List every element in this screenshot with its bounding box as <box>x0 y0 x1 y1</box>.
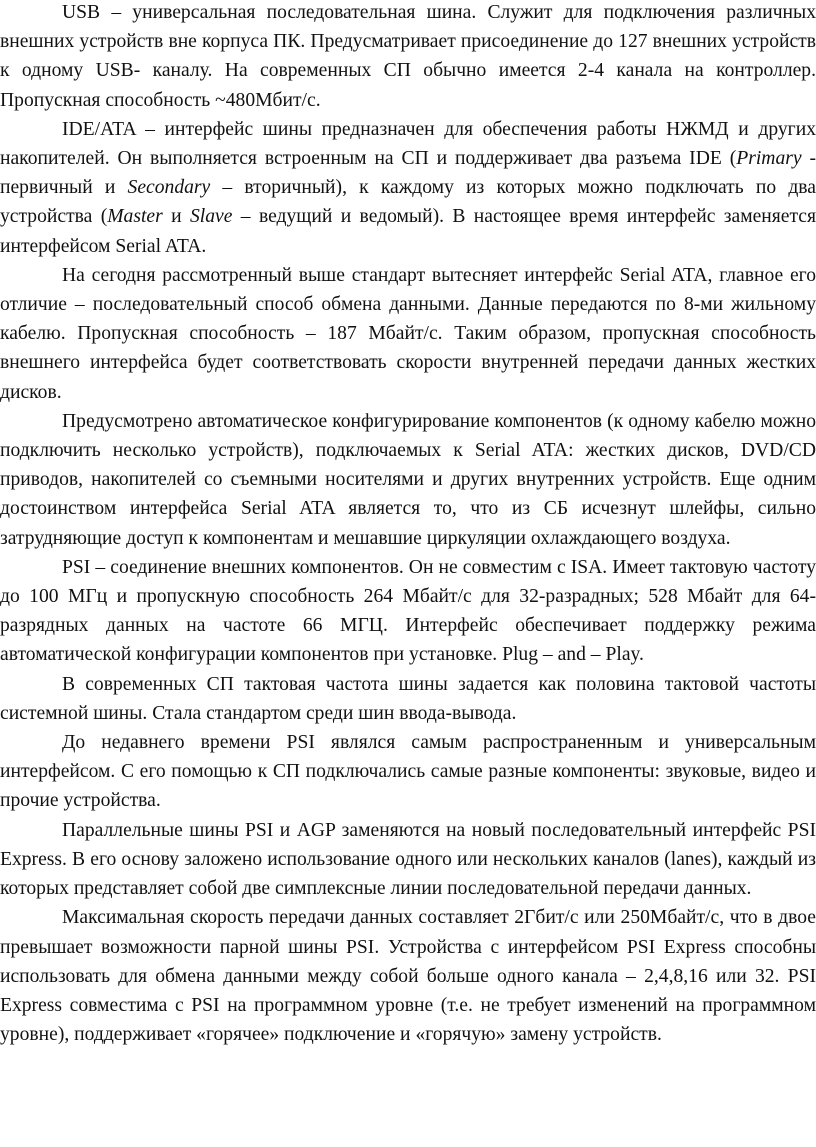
paragraph-text: IDE/ATA – интерфейс шины предназначен для обеспечения работы НЖМД и других накопителей. Он выполняется встроенным на СП и поддерживает два разъема IDE ( <box>0 118 816 170</box>
term-primary: Primary <box>736 148 802 170</box>
paragraph-max-speed <box>0 903 816 1049</box>
paragraph-text: Параллельные шины PSI и AGP заменяются на новый последовательный интерфейс PSI Express. В его основу заложено использование одного или нескольких каналов (lanes), каждый из которых представляет собой две симплексные линии последовательной передачи данных. <box>0 819 816 900</box>
paragraph-text: PSI – соединение внешних компонентов. Он не совместим с ISA. Имеет тактовую частоту до 100 МГц и пропускную способность 264 Мбайт/с для 32-разрадных; 528 Мбайт для 64-разрядных данных на частоте 66 МГЦ. Интерфейс обеспечивает поддержку режима автоматической конфигурации компонентов при установке. Plug – and – Play. <box>0 556 816 666</box>
paragraph-text: – ведущий и ведомый). В настоящее время интерфейс заменяется интерфейсом Serial ATA. <box>0 206 816 257</box>
paragraph-clock <box>0 670 816 728</box>
paragraph-serial-ata-intro <box>0 261 816 407</box>
paragraph-text: В современных СП тактовая частота шины задается как половина тактовой частоты системной шины. Стала стандартом среди шин ввода-вывода. <box>0 673 816 724</box>
paragraph-usb <box>0 0 816 115</box>
paragraph-text: До недавнего времени PSI являлся самым распространенным и универсальным интерфейсом. С его помощью к СП подключались самые разные компоненты: звуковые, видео и прочие устройства. <box>0 732 816 812</box>
paragraph-text: USB – универсальная последовательная шина. Служит для подключения различных внешних устройств вне корпуса ПК. Предусматривает присоединение до 127 внешних устройств к одному USB- каналу. На современных СП обычно имеется 2-4 канала на контроллер. Пропускная способность ~480Мбит/с. <box>0 2 816 111</box>
term-master: Master <box>107 206 163 228</box>
term-secondary: Secondary <box>127 177 211 199</box>
paragraph-text: Предусмотрено автоматическое конфигурирование компонентов (к одному кабелю можно подключить несколько устройств), подключаемых к Serial ATA: жестких дисков, DVD/CD приводов, накопителей со съемными носителями и других внутренних устройств. Еще одним достоинством интерфейса Serial ATA является то, что из СБ исчезнут шлейфы, сильно затрудняющие доступ к компонентам и мешавшие циркуляции охлаждающего воздуха. <box>0 410 816 549</box>
paragraph-text: - первичный и <box>0 148 816 199</box>
paragraph-serial-ata-config <box>0 407 816 553</box>
paragraph-psi-history <box>0 728 816 816</box>
paragraph-psi <box>0 553 816 670</box>
term-slave: Slave <box>189 206 233 228</box>
paragraph-text: и <box>162 206 190 228</box>
paragraph-text: На сегодня рассмотренный выше стандарт вытесняет интерфейс Serial ATA, главное его отличие – последовательный способ обмена данными. Данные передаются по 8-ми жильному кабелю. Пропускная способность – 187 Мбайт/с. Таким образом, пропускная способность внешнего интерфейса будет соответствовать скорости внутренней передачи данных жестких дисков. <box>0 264 816 403</box>
paragraph-psi-express <box>0 816 816 904</box>
paragraph-text: Максимальная скорость передачи данных составляет 2Гбит/с или 250Мбайт/с, что в двое превышает возможности парной шины PSI. Устройства с интерфейсом PSI Express способны использовать для обмена данными между собой больше одного канала – 2,4,8,16 или 32. PSI Express совместима с PSI на программном уровне (т.е. не требует изменений на программном уровне), поддерживает «горячее» подключение и «горячую» замену устройств. <box>0 907 816 1046</box>
paragraph-ide-ata <box>0 115 816 261</box>
paragraph-text: – вторичный), к каждому из которых можно подключать по два устройства ( <box>0 177 816 228</box>
